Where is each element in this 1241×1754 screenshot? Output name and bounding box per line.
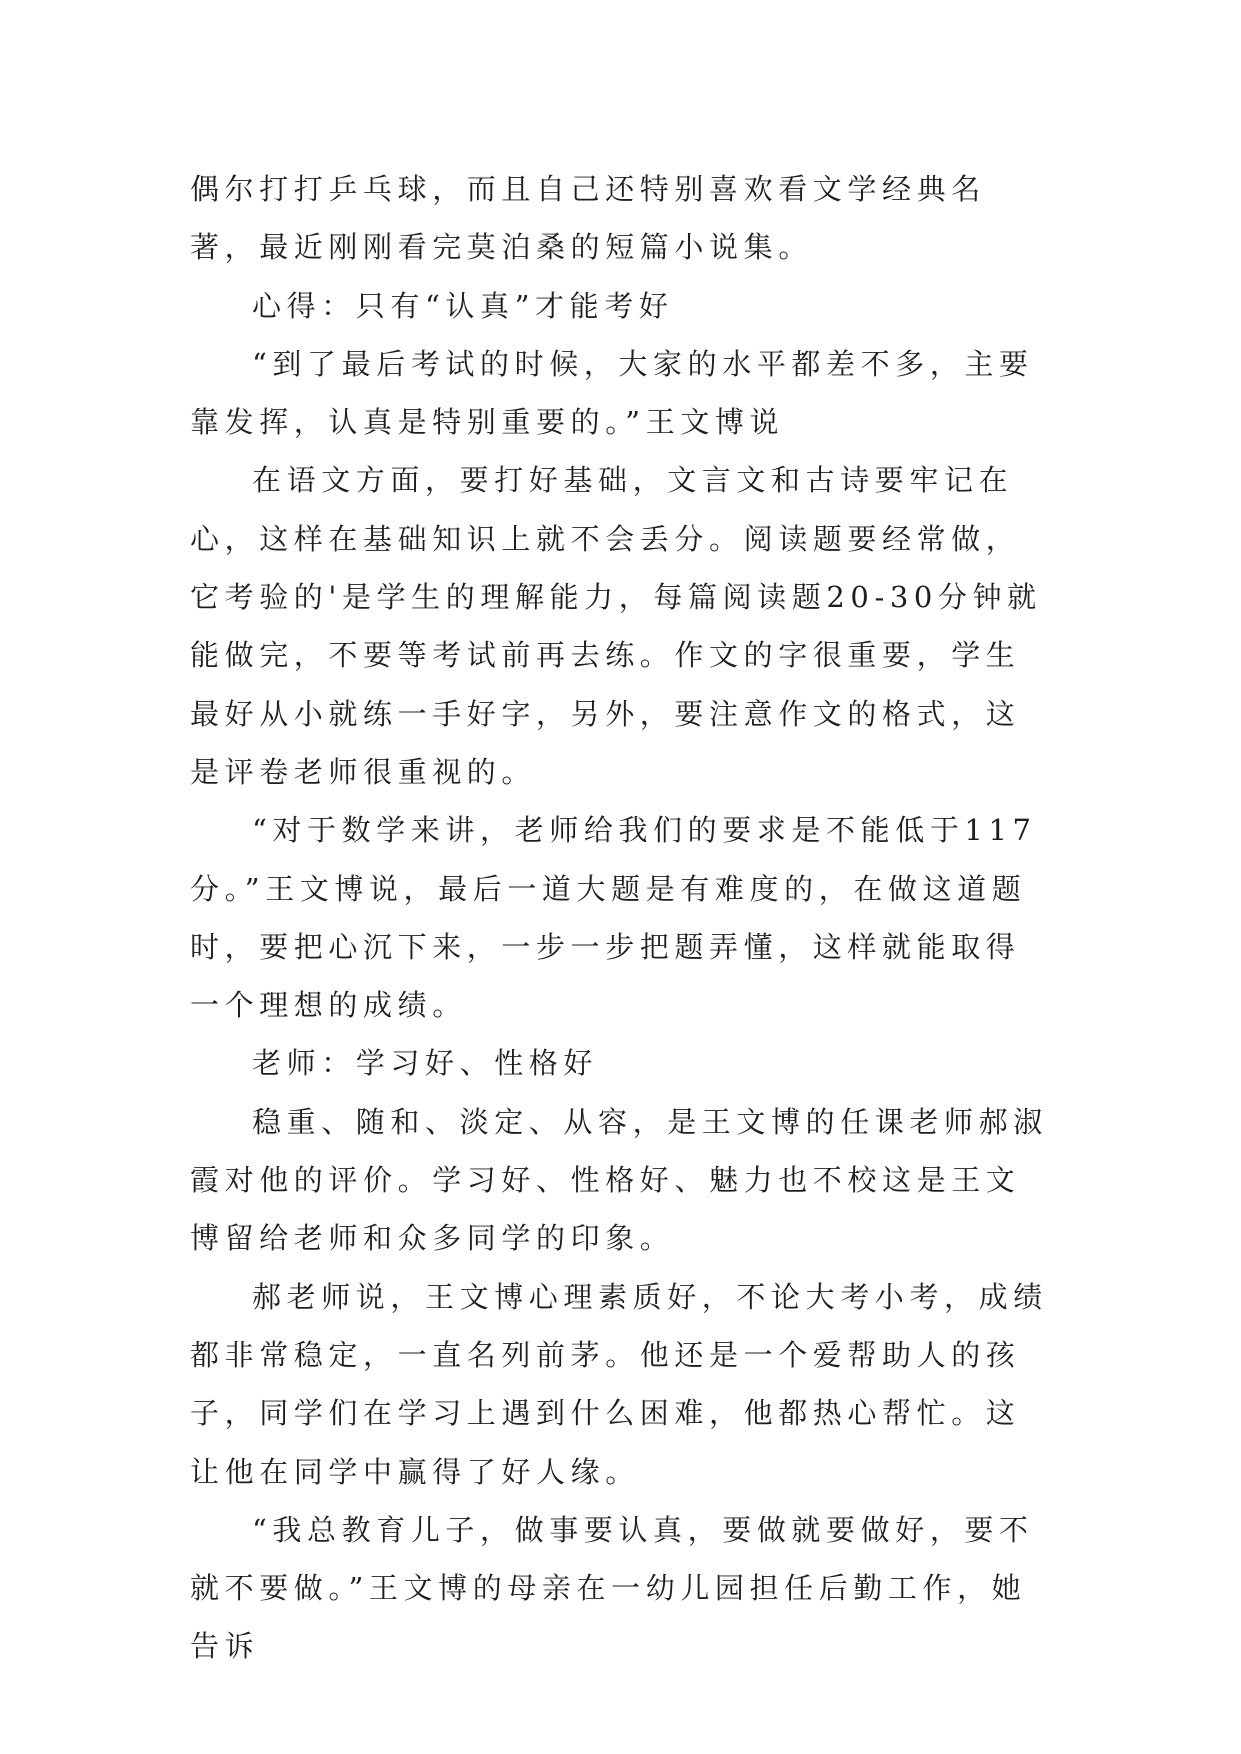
paragraph-quote-exam: “到了最后考试的时候，大家的水平都差不多，主要靠发挥，认真是特别重要的。”王文博说 (190, 346, 1034, 440)
paragraph-teacher-evaluation: 稳重、随和、淡定、从容，是王文博的任课老师郝淑霞对他的评价。学习好、性格好、魅力也不校这是王文博留给老师和众多同学的印象。 (190, 1104, 1048, 1256)
section-heading-teacher: 老师：学习好、性格好 (252, 1046, 599, 1081)
paragraph-mother-quote: “我总教育儿子，做事要认真，要做就要做好，要不就不要做。”王文博的母亲在一幼儿园担任后勤工作，她告诉 (190, 1512, 1034, 1664)
paragraph-math-study: “对于数学来讲，老师给我们的要求是不能低于117分。”王文博说，最后一道大题是有难度的，在做这道题时，要把心沉下来，一步一步把题弄懂，这样就能取得一个理想的成绩。 (190, 813, 1037, 1023)
paragraph-teacher-comment: 郝老师说，王文博心理素质好，不论大考小考，成绩都非常稳定，一直名列前茅。他还是一个爱帮助人的孩子，同学们在学习上遇到什么困难，他都热心帮忙。这让他在同学中赢得了好人缘。 (190, 1279, 1048, 1489)
section-heading-experience: 心得：只有“认真”才能考好 (252, 288, 674, 323)
paragraph-hobbies: 偶尔打打乒乓球，而且自己还特别喜欢看文学经典名著，最近刚刚看完莫泊桑的短篇小说集。 (190, 172, 986, 265)
paragraph-chinese-study: 在语文方面，要打好基础，文言文和古诗要牢记在心，这样在基础知识上就不会丢分。阅读题要经常做，它考验的'是学生的理解能力，每篇阅读题20-30分钟就能做完，不要等考试前再去练。作文的字很重要，学生最好从小就练一手好字，另外，要注意作文的格式，这是评卷老师很重视的。 (190, 463, 1042, 789)
document-body (190, 160, 1050, 1676)
